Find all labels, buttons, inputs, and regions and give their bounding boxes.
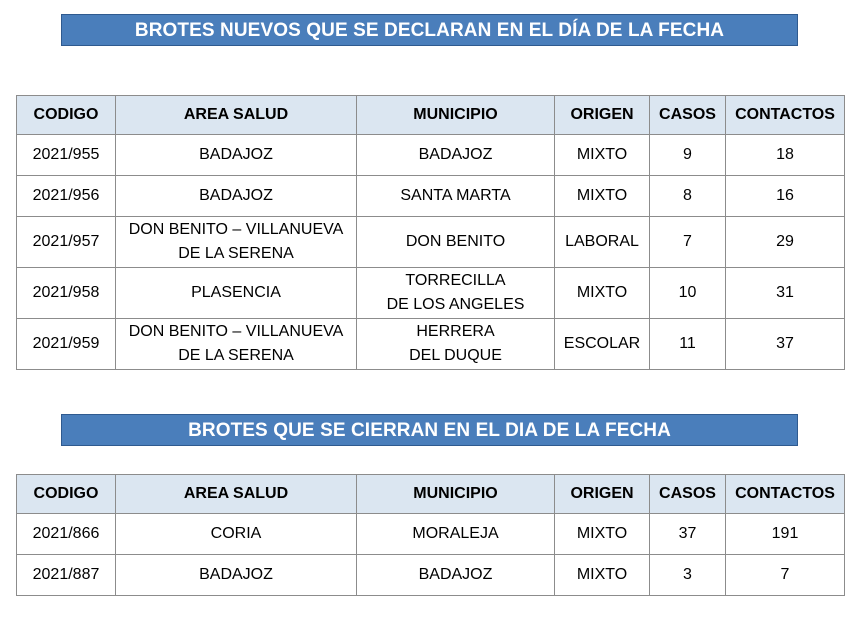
cell-area-salud: BADAJOZ xyxy=(116,135,357,176)
cell-area-salud: BADAJOZ xyxy=(116,176,357,217)
cell-codigo: 2021/958 xyxy=(17,268,116,319)
header-area-salud: AREA SALUD xyxy=(116,475,357,514)
cell-casos: 11 xyxy=(650,319,726,370)
header-contactos: CONTACTOS xyxy=(726,96,845,135)
cell-municipio: TORRECILLA DE LOS ANGELES xyxy=(357,268,555,319)
cell-codigo: 2021/957 xyxy=(17,217,116,268)
header-area-salud: AREA SALUD xyxy=(116,96,357,135)
header-casos: CASOS xyxy=(650,96,726,135)
cell-area-salud: DON BENITO – VILLANUEVA DE LA SERENA xyxy=(116,319,357,370)
header-origen: ORIGEN xyxy=(555,475,650,514)
table-header-row xyxy=(17,96,845,135)
cell-origen: LABORAL xyxy=(555,217,650,268)
header-contactos: CONTACTOS xyxy=(726,475,845,514)
cell-origen: MIXTO xyxy=(555,514,650,555)
header-municipio: MUNICIPIO xyxy=(357,96,555,135)
cell-area-salud: PLASENCIA xyxy=(116,268,357,319)
new-outbreaks-table xyxy=(16,95,845,370)
cell-casos: 37 xyxy=(650,514,726,555)
cell-codigo: 2021/959 xyxy=(17,319,116,370)
cell-contactos: 37 xyxy=(726,319,845,370)
cell-casos: 3 xyxy=(650,555,726,596)
table-row xyxy=(17,319,845,370)
cell-municipio: BADAJOZ xyxy=(357,555,555,596)
cell-contactos: 16 xyxy=(726,176,845,217)
cell-casos: 7 xyxy=(650,217,726,268)
table-row xyxy=(17,555,845,596)
cell-contactos: 18 xyxy=(726,135,845,176)
cell-codigo: 2021/887 xyxy=(17,555,116,596)
cell-contactos: 29 xyxy=(726,217,845,268)
cell-municipio: HERRERA DEL DUQUE xyxy=(357,319,555,370)
header-codigo: CODIGO xyxy=(17,96,116,135)
header-municipio: MUNICIPIO xyxy=(357,475,555,514)
table-row xyxy=(17,135,845,176)
cell-origen: MIXTO xyxy=(555,555,650,596)
header-origen: ORIGEN xyxy=(555,96,650,135)
cell-contactos: 31 xyxy=(726,268,845,319)
cell-casos: 9 xyxy=(650,135,726,176)
cell-origen: MIXTO xyxy=(555,176,650,217)
cell-codigo: 2021/956 xyxy=(17,176,116,217)
cell-origen: MIXTO xyxy=(555,135,650,176)
header-codigo: CODIGO xyxy=(17,475,116,514)
cell-area-salud: CORIA xyxy=(116,514,357,555)
cell-origen: ESCOLAR xyxy=(555,319,650,370)
cell-origen: MIXTO xyxy=(555,268,650,319)
new-outbreaks-title: BROTES NUEVOS QUE SE DECLARAN EN EL DÍA DE LA FECHA xyxy=(61,14,798,46)
cell-contactos: 7 xyxy=(726,555,845,596)
closed-outbreaks-title: BROTES QUE SE CIERRAN EN EL DIA DE LA FECHA xyxy=(61,414,798,446)
cell-codigo: 2021/955 xyxy=(17,135,116,176)
cell-municipio: BADAJOZ xyxy=(357,135,555,176)
header-casos: CASOS xyxy=(650,475,726,514)
cell-municipio: SANTA MARTA xyxy=(357,176,555,217)
closed-outbreaks-table xyxy=(16,474,845,596)
cell-municipio: DON BENITO xyxy=(357,217,555,268)
cell-casos: 10 xyxy=(650,268,726,319)
cell-contactos: 191 xyxy=(726,514,845,555)
cell-codigo: 2021/866 xyxy=(17,514,116,555)
table-header-row xyxy=(17,475,845,514)
table-row xyxy=(17,217,845,268)
cell-municipio: MORALEJA xyxy=(357,514,555,555)
cell-casos: 8 xyxy=(650,176,726,217)
table-row xyxy=(17,176,845,217)
cell-area-salud: BADAJOZ xyxy=(116,555,357,596)
cell-area-salud: DON BENITO – VILLANUEVA DE LA SERENA xyxy=(116,217,357,268)
table-row xyxy=(17,268,845,319)
table-row xyxy=(17,514,845,555)
